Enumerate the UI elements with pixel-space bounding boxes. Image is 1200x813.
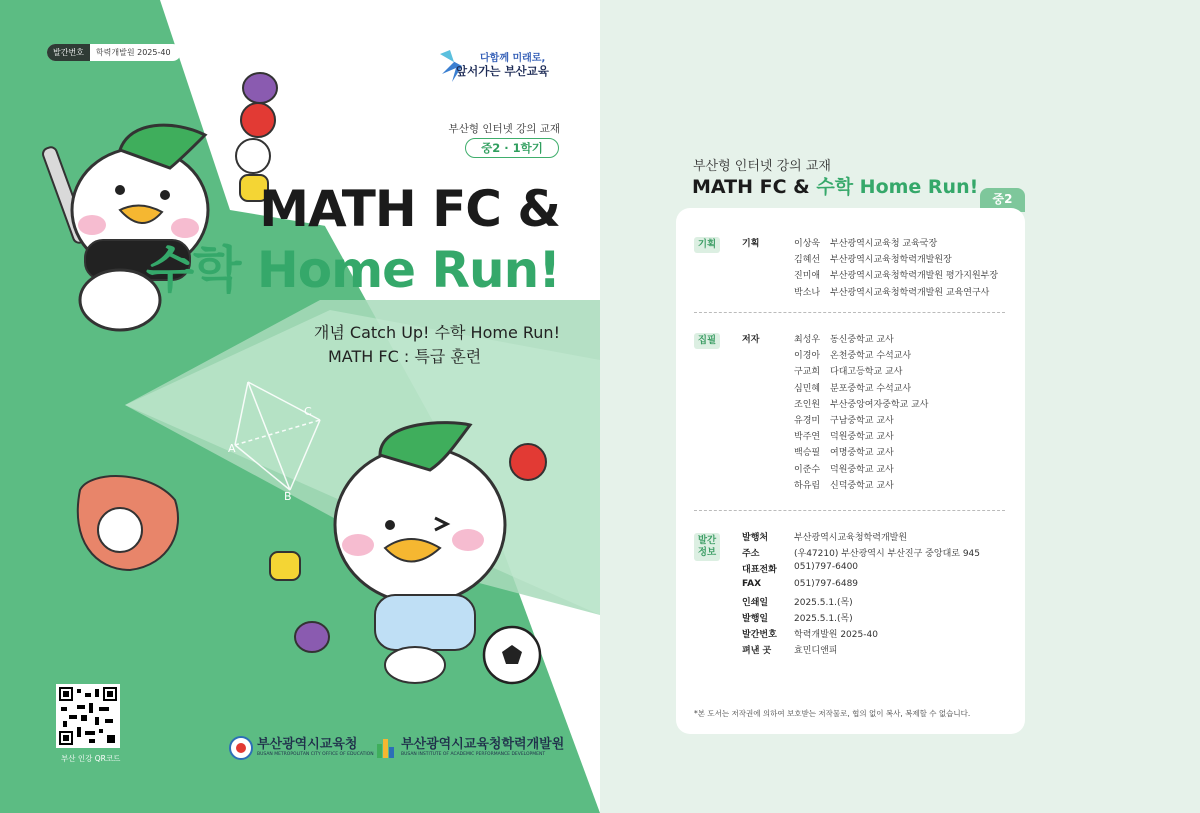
person-name: 박주연 bbox=[794, 432, 821, 443]
divider bbox=[694, 510, 1005, 511]
title-line2: 수학 Home Run! bbox=[145, 241, 560, 299]
publish-label: 주소 bbox=[742, 549, 760, 560]
credit-row bbox=[742, 445, 1002, 457]
credit-row bbox=[742, 285, 1002, 297]
person-affiliation: 부산광역시교육청학력개발원장 bbox=[830, 255, 952, 266]
credit-row bbox=[742, 364, 1002, 376]
publish-label: FAX bbox=[742, 578, 762, 589]
person-affiliation: 동신중학교 교사 bbox=[830, 335, 894, 345]
writing-tag: 집필 bbox=[694, 333, 720, 349]
person-name: 구교희 bbox=[794, 367, 821, 378]
publish-row bbox=[742, 546, 1002, 558]
publish-label: 발간번호 bbox=[742, 630, 777, 641]
person-name: 최성우 bbox=[794, 335, 821, 345]
svg-text:A: A bbox=[228, 442, 236, 455]
slogan-logo bbox=[436, 44, 576, 84]
publish-value: 학력개발원 2025-40 bbox=[794, 630, 878, 641]
slogan-line2: 앞서가는 부산교육 bbox=[456, 64, 549, 78]
credit-row bbox=[742, 397, 1002, 409]
person-name: 유경미 bbox=[794, 416, 821, 426]
institute-logo bbox=[375, 736, 564, 760]
busan-education-logo bbox=[229, 736, 374, 760]
subtitle-line1: 개념 Catch Up! 수학 Home Run! bbox=[313, 323, 560, 342]
credit-row bbox=[742, 332, 1002, 344]
credit-row bbox=[742, 236, 1002, 248]
back-cover bbox=[600, 0, 1200, 813]
person-name: 하유림 bbox=[794, 480, 821, 491]
credit-row bbox=[742, 413, 1002, 425]
person-name: 조인원 bbox=[794, 399, 821, 410]
person-affiliation: 부산광역시교육청 교육국장 bbox=[830, 239, 938, 249]
publish-row bbox=[742, 595, 1002, 607]
person-affiliation: 구남중학교 교사 bbox=[830, 416, 894, 426]
person-affiliation: 부산광역시교육청학력개발원 교육연구사 bbox=[830, 287, 990, 298]
institute-logo-icon bbox=[375, 736, 397, 760]
grade-tab: 중2 bbox=[980, 188, 1025, 212]
publish-value: 051)797-6489 bbox=[794, 578, 859, 589]
publish-value: 2025.5.1.(목) bbox=[794, 614, 853, 624]
credit-row bbox=[742, 381, 1002, 393]
publish-tag-line1: 발간 bbox=[697, 535, 717, 546]
publish-value: (우47210) 부산광역시 부산진구 중앙대로 945 bbox=[794, 549, 980, 560]
divider bbox=[694, 312, 1005, 313]
baseball-glove bbox=[78, 476, 178, 570]
publish-value: 2025.5.1.(목) bbox=[794, 597, 853, 608]
person-name: 이준수 bbox=[794, 464, 821, 475]
copyright-notice: *본 도서는 저작권에 의하여 보호받는 저작물로, 협의 없이 복사, 복제할 수 없습니다. bbox=[694, 709, 971, 718]
issue-number-pill bbox=[47, 44, 181, 61]
person-name: 백승필 bbox=[794, 448, 821, 459]
slogan-line1: 다함께 미래로, bbox=[480, 53, 546, 64]
publish-row bbox=[742, 627, 1002, 639]
role-label: 저자 bbox=[742, 335, 760, 345]
credit-row bbox=[742, 429, 1002, 441]
person-affiliation: 온천중학교 수석교사 bbox=[830, 351, 912, 362]
person-affiliation: 부산중앙여자중학교 교사 bbox=[830, 399, 929, 410]
logo1-korean: 부산광역시교육청 bbox=[257, 737, 358, 752]
logo2-korean: 부산광역시교육청학력개발원 bbox=[401, 737, 565, 752]
busan-education-logo-icon bbox=[229, 736, 253, 760]
back-title bbox=[692, 172, 978, 199]
publish-row bbox=[742, 579, 1002, 591]
role-label: 기획 bbox=[742, 239, 760, 249]
publish-label: 발행일 bbox=[742, 614, 769, 624]
person-name: 김혜선 bbox=[794, 255, 821, 266]
publish-value: 부산광역시교육청학력개발원 bbox=[794, 533, 908, 543]
svg-text:B: B bbox=[284, 490, 292, 503]
person-affiliation: 신덕중학교 교사 bbox=[830, 480, 894, 491]
publish-tag bbox=[694, 533, 720, 561]
person-name: 이경아 bbox=[794, 351, 821, 362]
grade-pill: 중2 · 1학기 bbox=[465, 138, 559, 158]
person-affiliation: 덕원중학교 교사 bbox=[830, 432, 894, 443]
person-affiliation: 덕원중학교 교사 bbox=[830, 464, 894, 475]
publish-row bbox=[742, 643, 1002, 655]
soccer-ball bbox=[484, 627, 540, 683]
person-affiliation: 분포중학교 수석교사 bbox=[830, 383, 912, 394]
publish-label: 인쇄일 bbox=[742, 597, 769, 608]
credit-row bbox=[742, 268, 1002, 280]
subtitle-line2: MATH FC : 특급 훈련 bbox=[328, 347, 482, 366]
title-line1: MATH FC & bbox=[259, 180, 560, 238]
publish-label: 대표전화 bbox=[742, 565, 777, 576]
person-affiliation: 여명중학교 교사 bbox=[830, 448, 894, 459]
series-label: 부산형 인터넷 강의 교재 bbox=[448, 123, 560, 135]
back-title-green: 수학 Home Run! bbox=[816, 176, 979, 198]
issue-value: 학력개발원 2025-40 bbox=[95, 48, 171, 57]
publish-row bbox=[742, 562, 1002, 574]
person-name: 심민혜 bbox=[794, 383, 821, 394]
credit-row bbox=[742, 252, 1002, 264]
person-name: 진미애 bbox=[794, 271, 821, 282]
publish-tag-line2: 정보 bbox=[697, 547, 717, 558]
logo2-english: BUSAN INSTITUTE OF ACADEMIC PERFORMANCE DEVELOPMENT bbox=[401, 752, 546, 757]
person-affiliation: 부산광역시교육청학력개발원 평가지원부장 bbox=[830, 271, 999, 282]
person-name: 이상욱 bbox=[794, 239, 821, 249]
publish-row bbox=[742, 611, 1002, 623]
publish-value: 효민디앤피 bbox=[794, 646, 838, 657]
credits-card bbox=[676, 208, 1025, 734]
back-series-label: 부산형 인터넷 강의 교재 bbox=[693, 159, 831, 174]
credit-row bbox=[742, 462, 1002, 474]
back-title-black: MATH FC & bbox=[692, 176, 817, 198]
credit-row bbox=[742, 478, 1002, 490]
svg-text:C: C bbox=[304, 405, 312, 418]
publish-label: 발행처 bbox=[742, 533, 769, 543]
person-affiliation: 다대고등학교 교사 bbox=[830, 367, 903, 378]
logo1-english: BUSAN METROPOLITAN CITY OFFICE OF EDUCATION bbox=[257, 752, 374, 757]
credit-row bbox=[742, 348, 1002, 360]
planning-tag: 기획 bbox=[694, 237, 720, 253]
qr-caption: 부산 인강 QR코드 bbox=[61, 754, 121, 763]
issue-label: 발간번호 bbox=[47, 44, 90, 61]
publish-label: 펴낸 곳 bbox=[742, 646, 772, 657]
person-name: 박소나 bbox=[794, 287, 821, 298]
publish-value: 051)797-6400 bbox=[794, 562, 859, 573]
publish-row bbox=[742, 530, 1002, 542]
qr-code-icon[interactable] bbox=[56, 684, 120, 748]
